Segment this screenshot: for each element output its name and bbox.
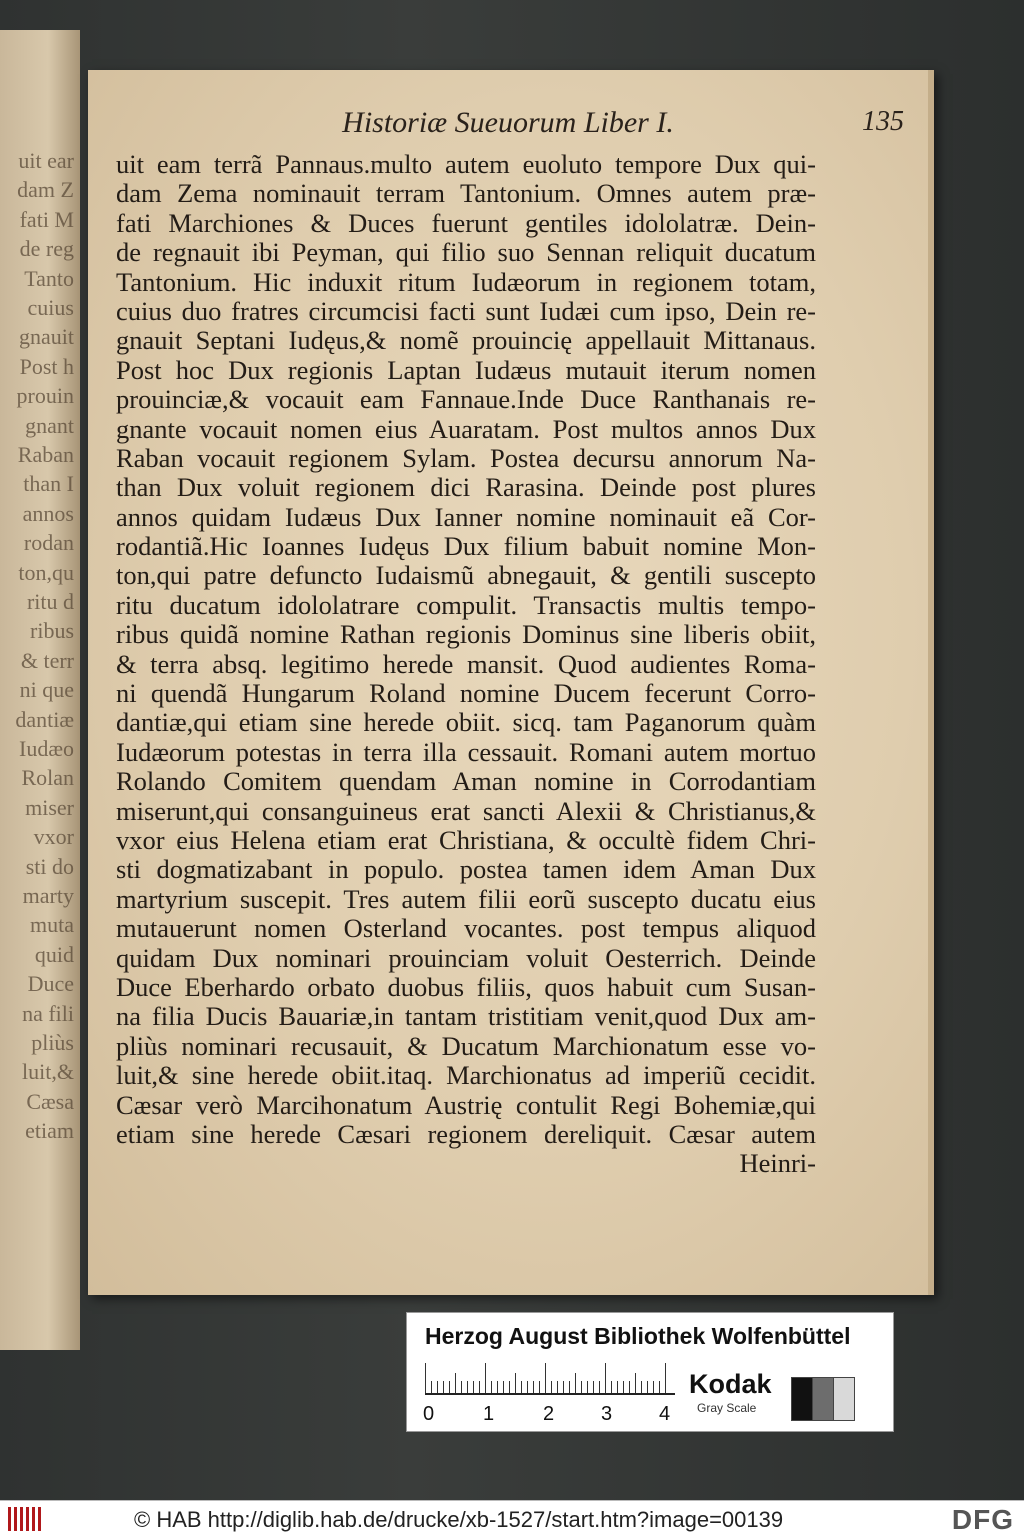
prev-page-fragment: ribus (30, 618, 74, 644)
text-line: & terra absq. legitimo herede mansit. Quod audientes Roma- (116, 649, 816, 679)
text-line: sti dogmatizabant in populo. postea tamen idem Aman Dux (116, 855, 816, 885)
prev-page-fragment: de reg (19, 236, 74, 262)
prev-page-fragment: ni que (19, 677, 74, 703)
text-line: Tantonium. Hic induxit ritum Iudæorum in regionem totam, (116, 267, 816, 297)
ruler-tick (605, 1363, 606, 1393)
ruler-tick (539, 1381, 540, 1393)
ruler-tick (629, 1381, 630, 1393)
prev-page-fragment: pliùs (31, 1030, 74, 1055)
text-line: ribus quidã nomine Rathan regionis Dominus sine liberis obiit, (116, 620, 816, 650)
ruler-tick (581, 1381, 582, 1393)
prev-page-fragment: Raban (17, 442, 74, 467)
library-name: Herzog August Bibliothek Wolfenbüttel (425, 1323, 851, 1349)
prev-page-fragment: muta (30, 912, 74, 938)
ruler-tick (647, 1381, 648, 1393)
running-head: Historiæ Sueuorum Liber I. (342, 106, 674, 139)
prev-page-fragment: sti do (25, 853, 74, 879)
text-line: miserunt,qui consanguineus erat sancti Alexii & Christianus,& (116, 796, 816, 826)
text-line: Cæsar verò Marcihonatum Austrię contulit Regi Bohemiæ,qui (116, 1090, 816, 1120)
prev-page-fragment: gnauit (19, 324, 74, 350)
text-line: luit,& sine herede obiit.itaq. Marchionatus ad imperiũ cecidit. (116, 1061, 816, 1091)
prev-page-fragment: ton,qu (18, 559, 74, 585)
ruler-tick (575, 1373, 576, 1393)
ruler-tick (545, 1363, 546, 1393)
gray-patch-mid (812, 1377, 834, 1421)
text-line: Raban vocauit regionem Sylam. Postea decursu annorum Na- (116, 443, 816, 473)
ruler-tick (551, 1381, 552, 1393)
ruler-tick (515, 1373, 516, 1393)
text-line: gnauit Septani Iudęus,& nomẽ prouincię appellauit Mittanaus. (116, 326, 816, 356)
text-line: uit eam terrã Pannaus.multo autem euoluto tempore Dux qui- (116, 150, 816, 179)
text-line: Post hoc Dux regionis Laptan Iudæus mutauit iterum nomen (116, 355, 816, 385)
gray-patch-light (833, 1377, 855, 1421)
text-line: dantiæ,qui etiam sine herede obiit. sicq. tam Paganorum quàm (116, 708, 816, 738)
ruler-tick (437, 1381, 438, 1393)
ruler-tick (467, 1381, 468, 1393)
library-color-card (406, 1312, 894, 1432)
prev-page-fragment: uit ear (18, 148, 74, 173)
text-line: rodantiã.Hic Ioannes Iudęus Dux filium babuit nomine Mon- (116, 532, 816, 562)
prev-page-fragment: Iudæo (19, 736, 74, 761)
ruler-tick (659, 1381, 660, 1393)
text-line: de regnauit ibi Peyman, qui filio suo Sennan reliquit ducatum (116, 238, 816, 268)
prev-page-fragment: dam Z (17, 177, 74, 203)
ruler-tick (479, 1381, 480, 1393)
ruler-tick (527, 1381, 528, 1393)
ruler-number: 4 (659, 1403, 671, 1425)
text-line: annos quidam Iudæus Dux Ianner nomine nominauit eã Cor- (116, 502, 816, 532)
text-line: martyrium suscepit. Tres autem filii eorũ suscepto ducatu eius (116, 884, 816, 914)
prev-page-fragment: rodan (23, 530, 74, 556)
book-page (88, 70, 934, 1295)
ruler-tick (599, 1381, 600, 1393)
dfg-logo: DFG (951, 1504, 1014, 1535)
ruler-tick (521, 1381, 522, 1393)
prev-page-fragment: etiam (25, 1118, 74, 1144)
prev-page-fragment: luit,& (22, 1059, 74, 1085)
ruler-tick (443, 1381, 444, 1393)
text-line: quidam Dux nominari prouinciam voluit Oesterrich. Deinde (116, 943, 816, 973)
text-line: cuius duo fratres circumcisi facti sunt Iudæi cum ipso, Dein re- (116, 296, 816, 326)
text-line: fati Marchiones & Duces fuerunt gentiles idololatræ. Dein- (116, 208, 816, 238)
text-line: ni quendã Hungarum Roland nomine Ducem fecerunt Corro- (116, 679, 816, 709)
gray-patch-black (791, 1377, 813, 1421)
ruler-tick (623, 1381, 624, 1393)
page-body-text (116, 150, 816, 1179)
prev-page-fragment: Rolan (21, 765, 74, 791)
text-line: vxor eius Helena etiam erat Christiana, & occultè fidem Chri- (116, 825, 816, 855)
prev-page-fragment: cuius (27, 295, 74, 320)
copyright-url-text[interactable]: © HAB http://diglib.hab.de/drucke/xb-1527/start.htm?image=00139 (134, 1507, 784, 1532)
text-line: mutauerunt nomen Osterland vocantes. post tempus aliquod (116, 914, 816, 944)
ruler-tick (473, 1381, 474, 1393)
ruler-tick (641, 1381, 642, 1393)
scale-ruler (425, 1361, 675, 1395)
text-line: ritu ducatum idololatrare compulit. Transactis multis tempo- (116, 590, 816, 620)
ruler-tick (455, 1373, 456, 1393)
text-line: Iudæorum potestas in terra illa cessauit. Romani autem mortuo (116, 737, 816, 767)
catchword: Heinri- (739, 1149, 816, 1179)
ruler-tick (503, 1381, 504, 1393)
ruler-tick (425, 1363, 426, 1393)
prev-page-fragment: na fili (22, 1000, 74, 1026)
text-line: na filia Ducis Bauariæ,in tantam tristitiam venit,quod Dux am- (116, 1002, 816, 1032)
previous-page-edge (0, 30, 80, 1350)
prev-page-fragment: quid (34, 941, 74, 967)
prev-page-fragment: Duce (27, 971, 74, 997)
prev-page-fragment: Post h (19, 353, 74, 379)
page-number: 135 (862, 106, 904, 137)
ruler-tick (449, 1381, 450, 1393)
ruler-tick (497, 1381, 498, 1393)
hab-barcode-logo-icon (8, 1507, 42, 1531)
prev-page-fragment: ritu d (26, 589, 74, 614)
ruler-tick (431, 1381, 432, 1393)
text-line: prouinciæ,& vocauit eam Fannaue.Inde Duce Ranthanais re- (116, 385, 816, 415)
ruler-number: 0 (423, 1403, 435, 1425)
ruler-tick (509, 1381, 510, 1393)
text-line: Rolando Comitem quendam Aman nomine in Corrodantiam (116, 767, 816, 797)
ruler-tick (485, 1363, 486, 1393)
text-line: ton,qui patre defuncto Iudaismũ abnegauit, & gentili suscepto (116, 561, 816, 591)
ruler-tick (617, 1381, 618, 1393)
ruler-tick (593, 1381, 594, 1393)
ruler-tick (653, 1381, 654, 1393)
prev-page-fragment: gnant (25, 412, 74, 438)
ruler-tick (533, 1381, 534, 1393)
text-line: etiam sine herede Cæsari regionem dereliquit. Cæsar autem (116, 1119, 816, 1149)
text-line: pliùs nominari recusauit, & Ducatum Marchionatum esse vo- (116, 1031, 816, 1061)
text-line: Duce Eberhardo orbato duobus filiis, quos habuit cum Susan- (116, 972, 816, 1002)
ruler-tick (665, 1363, 666, 1393)
prev-page-fragment: annos (22, 500, 74, 526)
prev-page-fragment: fati M (19, 206, 74, 232)
prev-page-fragment: than I (23, 471, 74, 497)
ruler-number: 3 (601, 1403, 613, 1425)
ruler-tick (635, 1373, 636, 1393)
prev-page-fragment: vxor (33, 824, 74, 850)
viewer-footer (0, 1500, 1024, 1538)
ruler-tick (569, 1381, 570, 1393)
prev-page-fragment: Cæsa (26, 1088, 74, 1114)
ruler-tick (611, 1381, 612, 1393)
ruler-number: 2 (543, 1403, 555, 1425)
prev-page-fragment: Tanto (24, 265, 74, 291)
prev-page-fragment: marty (22, 883, 74, 908)
prev-page-fragment: prouin (16, 383, 74, 409)
kodak-brand: Kodak (689, 1369, 772, 1399)
text-line: dam Zema nominauit terram Tantonium. Omnes autem præ- (116, 179, 816, 209)
ruler-tick (491, 1381, 492, 1393)
prev-page-fragment: dantiæ (15, 706, 74, 732)
text-line: gnante vocauit nomen eius Auaratam. Post multos annos Dux (116, 414, 816, 444)
gray-scale-caption: Gray Scale (697, 1401, 757, 1415)
ruler-tick (563, 1381, 564, 1393)
prev-page-fragment: miser (25, 794, 74, 820)
ruler-tick (587, 1381, 588, 1393)
prev-page-fragment: & terr (20, 647, 74, 673)
text-line: than Dux voluit regionem dici Rarasina. Deinde post plures (116, 473, 816, 503)
ruler-tick (557, 1381, 558, 1393)
ruler-number: 1 (483, 1403, 495, 1425)
ruler-tick (461, 1381, 462, 1393)
